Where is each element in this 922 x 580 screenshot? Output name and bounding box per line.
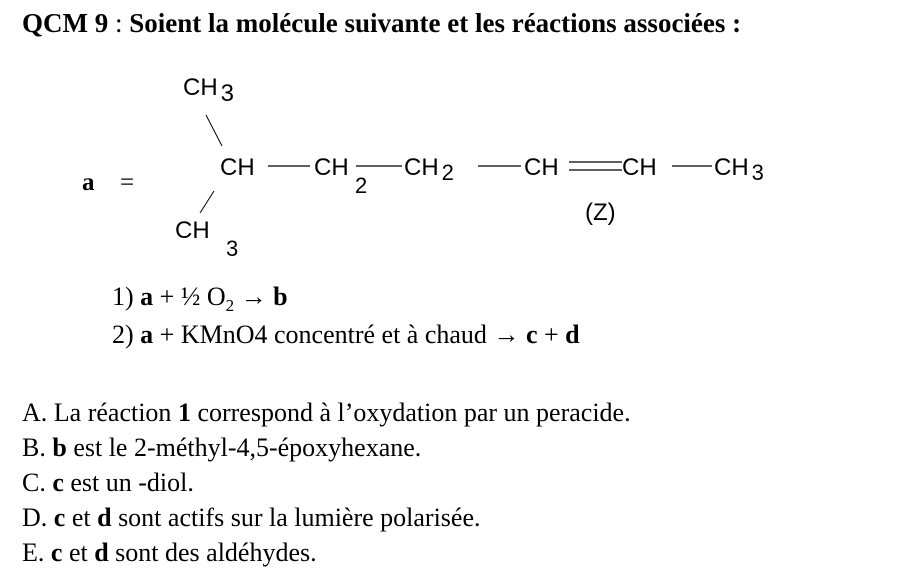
question-title [22, 8, 741, 39]
stereo-label: (Z) [585, 199, 616, 226]
ch2-first-subscript: 2 [355, 173, 368, 198]
question-label: QCM 9 [22, 8, 109, 38]
answer-b: B. b est le 2-méthyl-4,5-époxyhexane. [22, 433, 422, 462]
methyl-end-group: CH 3 [714, 154, 764, 185]
bond-top [206, 115, 222, 146]
bond-bottom [200, 191, 214, 213]
answer-d: D. c et d sont actifs sur la lumière polarisée. [22, 503, 481, 532]
reaction-2: 2) a + KMnO4 concentré et à chaud → c + d [112, 320, 580, 349]
title-separator: : [108, 8, 130, 38]
molecule-name: a [82, 169, 95, 196]
molecule-structure [0, 60, 922, 280]
answer-a: A. La réaction 1 correspond à l’oxydation par un peracide. [22, 398, 631, 427]
equals-sign: = [120, 169, 135, 196]
ch-center-group: CH [220, 154, 255, 181]
question-text: Soient la molécule suivante et les réactions associées : [129, 8, 742, 38]
ch-alkene-first: CH [524, 154, 559, 181]
methyl-top-group: CH 3 [183, 74, 235, 107]
ch2-first-group: CH [314, 154, 349, 181]
methyl-bottom-group: CH [175, 217, 210, 244]
answer-e: E. c et d sont des aldéhydes. [22, 538, 317, 567]
answer-c: C. c est un -diol. [22, 468, 194, 497]
ch2-second-group: CH 2 [404, 154, 454, 185]
methyl-bottom-subscript: 3 [226, 236, 239, 261]
ch-alkene-second: CH [622, 154, 657, 181]
answer-list [22, 395, 631, 570]
reaction-1: 1) a + ½ $O_2 \to b$ [112, 282, 288, 315]
